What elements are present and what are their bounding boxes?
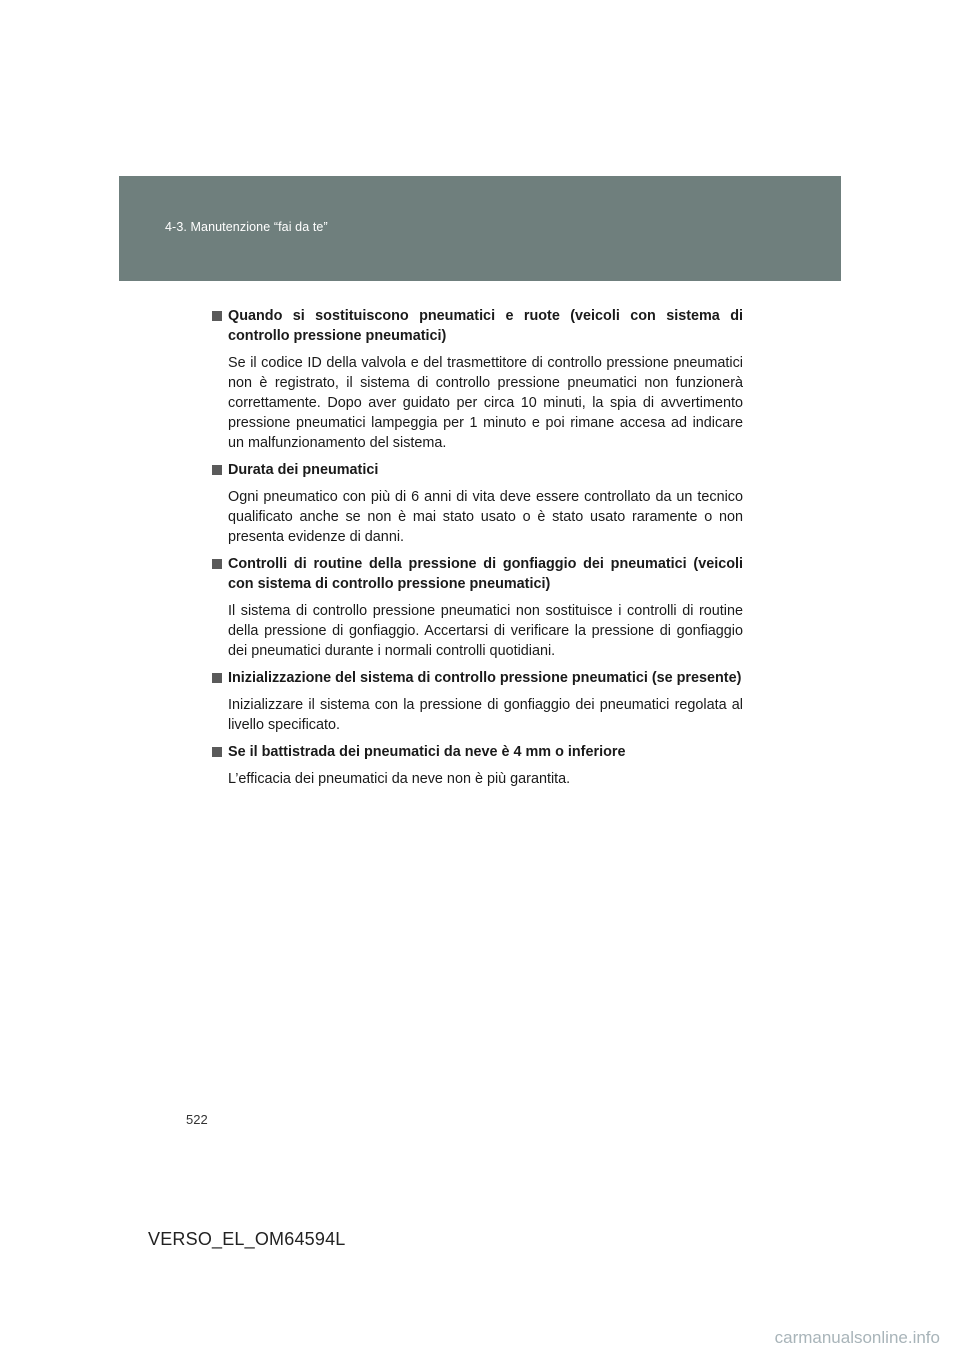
item [212,306,743,453]
item-body: Il sistema di controllo pressione pneumatici non sostituisce i controlli di routine della pressione di gonfiaggio. Accertarsi di verificare la pressione di gonfiaggio dei pneumatici durante i normali controlli quotidiani. [228,603,743,659]
item-title [212,460,743,480]
square-bullet-icon [212,747,222,757]
item-title-text: Inizializzazione del sistema di controllo pressione pneumatici (se presente) [228,670,742,686]
item-body: Se il codice ID della valvola e del trasmettitore di controllo pressione pneumatici non è registrato, il sistema di controllo pressione pneumatici non funzionerà correttamente. Dopo aver guidato per circa 10 minuti, la spia di avvertimento pressione pneumatici lampeggia per 1 minuto e poi rimane accesa ad indicare un malfunzionamento del sistema. [228,355,743,451]
section-title: 4-3. Manutenzione “fai da te” [165,220,328,234]
item-title [212,668,743,688]
item-title-text: Se il battistrada dei pneumatici da neve è 4 mm o inferiore [228,744,626,760]
watermark: carmanualsonline.info [774,1328,940,1347]
square-bullet-icon [212,311,222,321]
item [212,554,743,661]
item [212,668,743,735]
content [212,306,743,796]
item-title-text: Durata dei pneumatici [228,462,379,478]
item [212,460,743,547]
item-title [212,306,743,346]
item-title [212,742,743,762]
document-code: VERSO_EL_OM64594L [148,1229,346,1249]
item-title-text: Controlli di routine della pressione di gonfiaggio dei pneumatici (veicoli con sistema di controllo pressione pneumatici) [228,556,743,592]
item-body: Ogni pneumatico con più di 6 anni di vita deve essere controllato da un tecnico qualificato anche se non è mai stato usato o è stato usato raramente o non presenta evidenze di danni. [228,489,743,545]
page-number: 522 [186,1112,208,1127]
item-title [212,554,743,594]
item [212,742,743,789]
item-body: Inizializzare il sistema con la pressione di gonfiaggio dei pneumatici regolata al livello specificato. [228,697,743,733]
item-body: L’efficacia dei pneumatici da neve non è più garantita. [228,771,571,787]
square-bullet-icon [212,559,222,569]
item-title-text: Quando si sostituiscono pneumatici e ruote (veicoli con sistema di controllo pressione pneumatici) [228,308,743,344]
square-bullet-icon [212,673,222,683]
square-bullet-icon [212,465,222,475]
